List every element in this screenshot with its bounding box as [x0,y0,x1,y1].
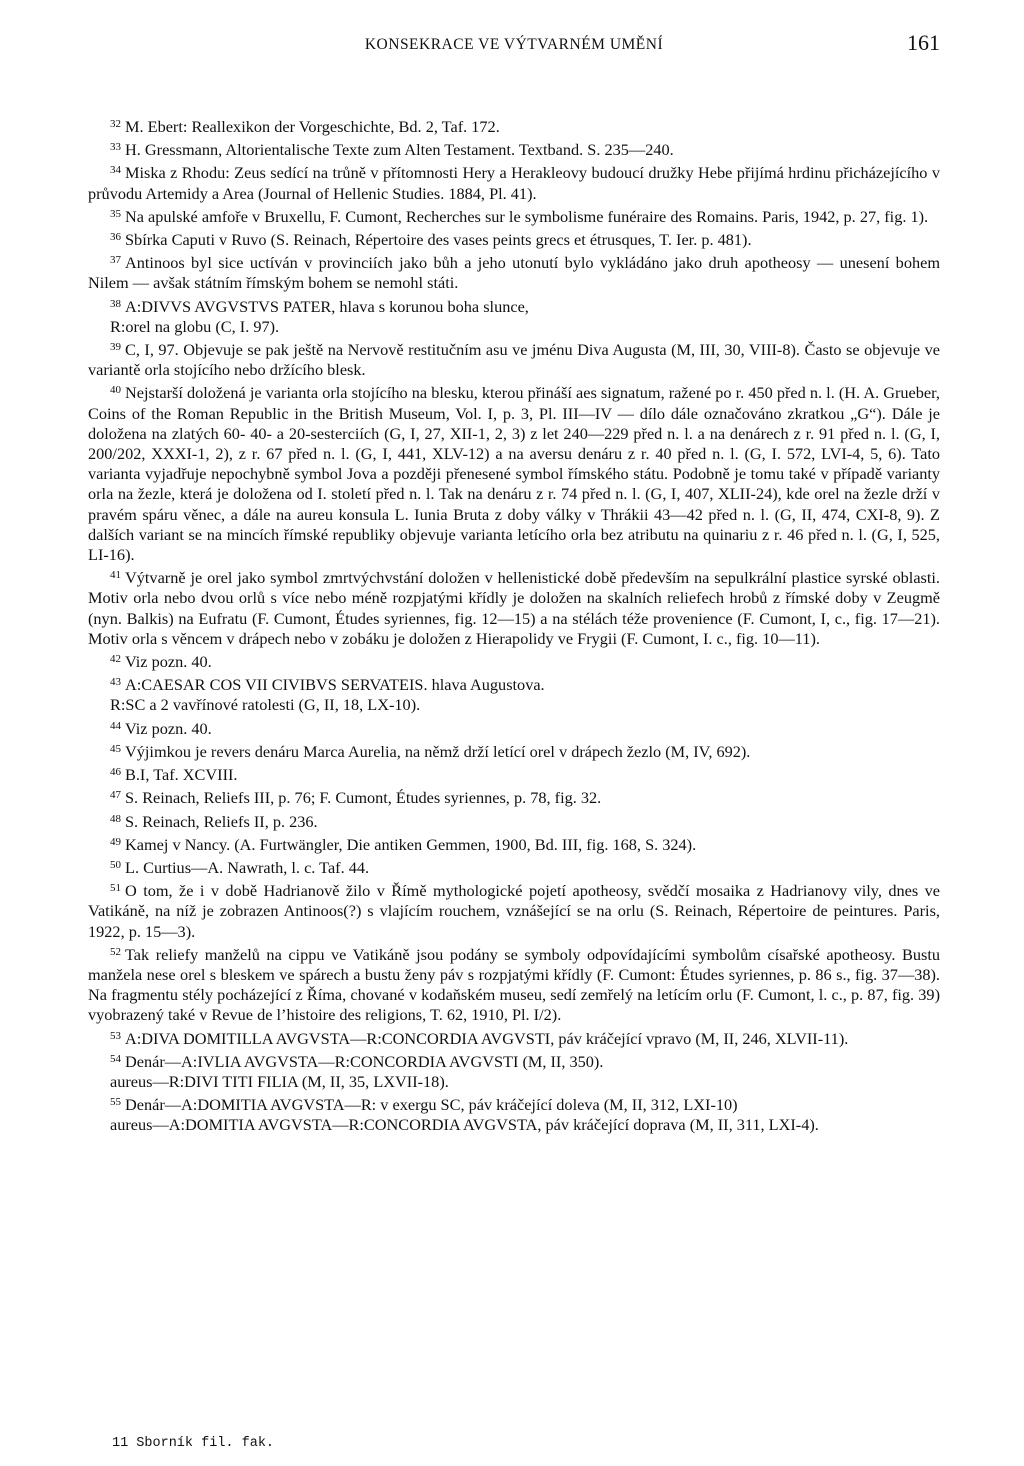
footnote [88,785,940,808]
footnote-text: Kamej v Nancy. (A. Furtwängler, Die antiken Gemmen, 1900, Bd. III, fig. 168, S. 324). [125,834,697,854]
footnote-text: H. Gressmann, Altorientalische Texte zum Alten Testament. Textband. S. 235—240. [125,140,674,160]
document-page [88,30,940,1136]
footnote-number: 47 [110,789,121,802]
footnote-text: Antinoos byl sice uctíván v provinciích jako bůh a jeho utonutí bylo vykládáno jako druh apotheosy — unesení bohem Nilem — avšak státním římským bohem se nemohl státi. [88,253,940,293]
footnote [88,878,940,942]
footnote-text: Výjimkou je revers denáru Marca Aurelia, na němž drží letící orel v drápech žezlo (M, IV, 692). [125,741,751,761]
footnote-text: Nejstarší doložená je varianta orla stojícího na blesku, kterou přináší aes signatum, ražené po r. 450 před n. l. (H. A. Grueber, Coins of the Roman Republic in the British Museum, Vol. I, p. 3, Pl. III—IV — dílo dále označováno zkratkou „G“). Dále je doložena na zlatých 60- 40- a 20-sesterciích (G, I, 27, XII-1, 2, 3) z let 240—229 před n. l. a na denárech z r. 91 před n. l. (G, I, 200/202, XXXI-1, 2), z r. 67 před n. l. (G, I, 441, XLV-12) a na aversu denáru z r. 40 před n. l. (G, I. 572, LVI-4, 5, 6). Tato varianta vyjadřuje nepochybně symbol Jova a později přenesené symbol římského státu. Podobně je tomu také v případě varianty orla na žezle, která je doložena od I. století před n. l. Tak na denáru z r. 74 před n. l. (G, I, 407, XLII-24), kde orel na žezle drží v pravém spáru věnec, a dále na aureu konsula L. Iunia Bruta z doby války v Thrákii 43—42 před n. l. (G, II, 474, CXI-8, 9). Z dalších variant se na mincích římské republiky objevuje varianta letícího orla bez atributu na quinariu z r. 46 před n. l. (G, I, 525, LI-16). [88,383,940,565]
footnote-number: 48 [110,812,121,825]
footnote-number: 55 [110,1096,121,1109]
footnote-number: 38 [110,297,121,310]
footnote-number: 45 [110,742,121,755]
footnote-number: 34 [110,164,121,177]
footnote-number: 51 [110,882,121,895]
footnote [88,855,940,878]
footnote-number: 42 [110,653,121,666]
footnote-continuation: aureus—R:DIVI TITI FILIA (M, II, 35, LXVII-18). [110,1071,449,1091]
footnote-number: 35 [110,207,121,220]
footnote-number: 32 [110,118,121,130]
footnote-continuation: aureus—A:DOMITIA AVGVSTA—R:CONCORDIA AVGVSTA, páv kráčející doprava (M, II, 311, LXI-4). [110,1115,819,1135]
footnote [88,337,940,380]
footnote [88,114,940,137]
footnote-text: A:DIVVS AVGVSTVS PATER, hlava s korunou boha slunce, [125,296,529,316]
footnote-continuation: R:orel na globu (C, I. 97). [110,316,280,336]
footnote-text: B.I, Taf. XCVIII. [125,765,238,785]
footnote-text: M. Ebert: Reallexikon der Vorgeschichte, Bd. 2, Taf. 172. [125,117,500,136]
footnote [88,716,940,739]
footnote [88,565,940,649]
sheet-signature: 11 Sborník fil. fak. [112,1436,275,1451]
footnote-number: 43 [110,676,121,689]
footnote-number: 44 [110,719,121,732]
footnote-text: A:DIVA DOMITILLA AVGVSTA—R:CONCORDIA AVGVSTI, páv kráčející vpravo (M, II, 246, XLVII-11). [125,1028,849,1048]
footnote-number: 37 [110,254,121,267]
footnote [88,137,940,160]
footnote-text: Sbírka Caputi v Ruvo (S. Reinach, Répertoire des vases peints grecs et étrusques, T. Ier. p. 481). [125,230,752,250]
footnote [88,1049,940,1072]
footnote-number: 41 [110,569,121,582]
page-number: 161 [907,30,940,55]
footnote [88,250,940,293]
footnote-text: S. Reinach, Reliefs III, p. 76; F. Cumont, Études syriennes, p. 78, fig. 32. [125,788,602,808]
footnote [88,762,940,785]
footnote [88,227,940,250]
footnote-text: L. Curtius—A. Nawrath, l. c. Taf. 44. [125,857,370,877]
footnote [88,942,940,1026]
footnote-number: 33 [110,141,121,154]
footnote-text: C, I, 97. Objevuje se pak ještě na Nervově restitučním asu ve jménu Diva Augusta (M, III, 30, VIII-8). Často se objevuje ve variantě orla stojícího nebo držícího blesk. [88,340,940,380]
page-header [88,30,940,64]
footnote-text: Výtvarně je orel jako symbol zmrtvýchvstání doložen v hellenistické době především na sepulkrální plastice syrské oblasti. Motiv orla nebo dvou orlů s více nebo méně rozpjatými křídly je doložen na skalních reliefech hrobů z římské doby v Zeugmě (nyn. Balkis) na Eufratu (F. Cumont, Études syriennes, fig. 12—15) a na stélách téže provenience (F. Cumont, I, c., fig. 17—21). Motiv orla s věncem v drápech nebo v zobáku je doložen z Hierapolidy ve Frygii (F. Cumont, I. c., fig. 10—11). [88,568,940,648]
footnote [88,809,940,832]
footnote-text: Denár—A:IVLIA AVGVSTA—R:CONCORDIA AVGVSTI (M, II, 350). [125,1051,604,1071]
footnote-number: 36 [110,231,121,244]
footnote [88,160,940,203]
footnote-number: 50 [110,858,121,871]
running-title: KONSEKRACE VE VÝTVARNÉM UMĚNÍ [364,36,664,53]
footnote-text: Viz pozn. 40. [125,718,212,738]
footnote-text: Tak reliefy manželů na cippu ve Vatikáně jsou podány se symboly odpovídajícími symbolům císařské apotheosy. Bustu manžela nese orel s bleskem ve spárech a bustu ženy páv s rozpjatými křídly (F. Cumont: Études syriennes, p. 86 s., fig. 37—38). Na fragmentu stély pocházející z Říma, chované v kodaňském museu, sedí zemřelý na letícím orlu (F. Cumont, l. c., p. 87, fig. 39) vyobrazený také v Revue de l’histoire des religions, T. 62, 1910, Pl. I/2). [88,944,940,1025]
footnote-text: Viz pozn. 40. [125,652,212,672]
footnote-text: Denár—A:DOMITIA AVGVSTA—R: v exergu SC, páv kráčející doleva (M, II, 312, LXI-10) [125,1095,738,1115]
footnote-number: 39 [110,341,121,354]
footnote [88,380,940,565]
footnote-number: 54 [110,1052,121,1065]
footnote-text: Miska z Rhodu: Zeus sedící na trůně v přítomnosti Hery a Herakleovy budoucí družky Hebe přijímá hrdinu přicházejícího v průvodu Artemidy a Area (Journal of Hellenic Studies. 1884, Pl. 41). [88,163,940,203]
footnote-text: Na apulské amfoře v Bruxellu, F. Cumont, Recherches sur le symbolisme funéraire des Romains. Paris, 1942, p. 27, fig. 1). [125,206,929,226]
footnote-number: 49 [110,835,121,848]
footnote [88,1026,940,1049]
footnote [88,649,940,672]
footnote [88,739,940,762]
footnote-text: O tom, že i v době Hadrianově žilo v Římě mythologické pojetí apotheosy, svědčí mosaika z Hadrianovy vily, dnes ve Vatikáně, na níž je zobrazen Antinoos(?) s vlajícím rouchem, vznášející se na orlu (S. Reinach, Répertoire de peintures. Paris, 1922, p. 15—3). [88,881,940,941]
footnote-number: 40 [110,384,121,397]
footnote-number: 46 [110,766,121,779]
footnotes [88,114,940,1136]
footnote-text: A:CAESAR COS VII CIVIBVS SERVATEIS. hlava Augustova. [125,675,545,695]
footnote [88,294,940,317]
footnote-continuation: R:SC a 2 vavřínové ratolesti (G, II, 18, LX-10). [110,695,421,715]
footnote-text: S. Reinach, Reliefs II, p. 236. [125,811,318,831]
footnote [88,832,940,855]
footnote [88,1092,940,1115]
footnote-number: 53 [110,1029,121,1042]
footnote [88,204,940,227]
footnote [88,672,940,695]
footnote-number: 52 [110,945,121,958]
